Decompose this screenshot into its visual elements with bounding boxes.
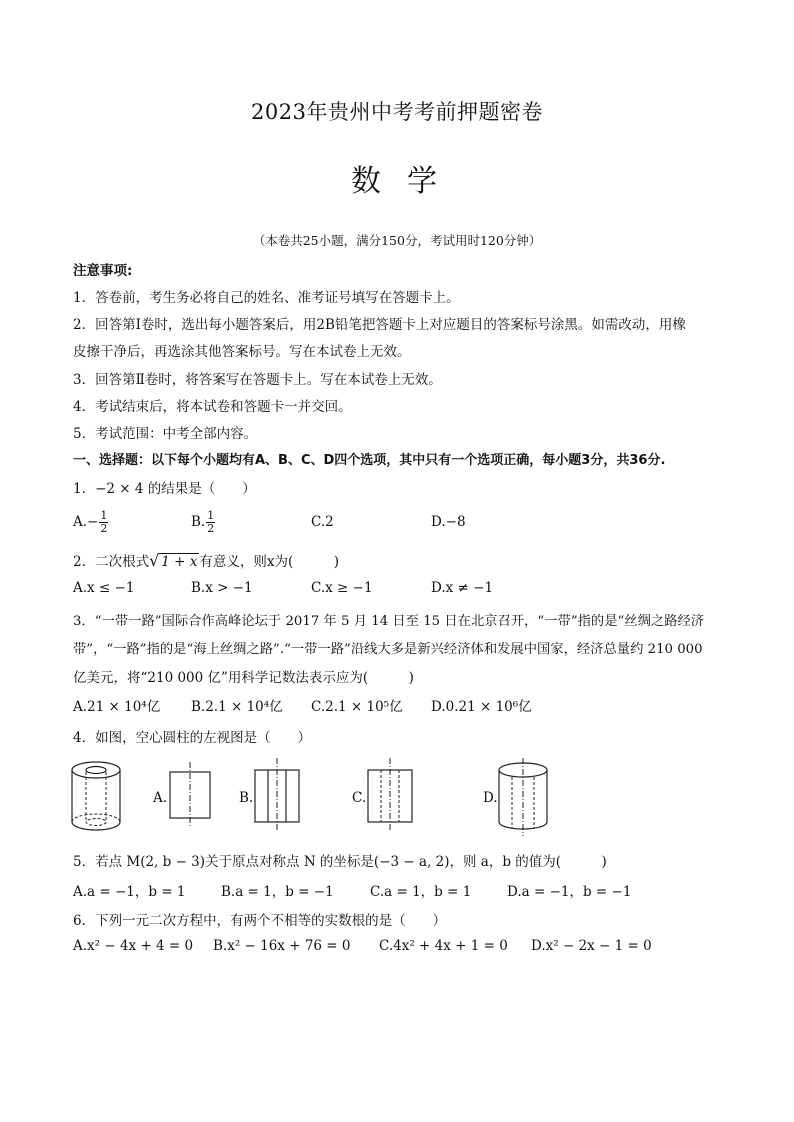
option-d-label: D. — [483, 790, 498, 806]
note-item: 皮擦干净后，再选涂其他答案标号。写在本试卷上无效。 — [73, 344, 411, 360]
notes-heading: 注意事项: — [73, 263, 133, 279]
option-a-label: A. — [153, 790, 168, 806]
option-b: B.a = 1，b = −1 — [221, 884, 334, 900]
option-c: C.2.1 × 10⁵亿 — [311, 699, 403, 715]
note-item: 1．答卷前，考生务必将自己的姓名、准考证号填写在答题卡上。 — [73, 290, 460, 306]
option-b-label: B. — [239, 790, 254, 806]
option-c-figure — [365, 758, 415, 830]
option-d: D.a = −1，b = −1 — [507, 884, 632, 900]
subject-title: 数学 — [351, 164, 463, 199]
option-a: A.x² − 4x + 4 = 0 — [73, 938, 194, 954]
exam-info: （本卷共25小题，满分150分，考试用时120分钟） — [252, 233, 542, 248]
option-c: C.x ≥ −1 — [311, 580, 373, 596]
option-a: A.21 × 10⁴亿 — [73, 699, 161, 715]
note-item: 4．考试结束后，将本试卷和答题卡一并交回。 — [73, 399, 352, 415]
section-heading: 一、选择题：以下每个小题均有A、B、C、D四个选项，其中只有一个选项正确，每小题3分，共36分. — [73, 453, 666, 468]
question-5-stem: 5．若点 M(2, b − 3)关于原点对称点 N 的坐标是(−3 − a, 2)，则 a，b 的值为( ) — [73, 854, 607, 870]
option-a: A.x ≤ −1 — [73, 580, 135, 596]
question-6-stem: 6．下列一元二次方程中，有两个不相等的实数根的是（ ） — [73, 913, 447, 929]
option-c: C.a = 1，b = 1 — [370, 884, 472, 900]
option-a-figure — [165, 762, 215, 828]
option-d: D.x ≠ −1 — [431, 580, 494, 596]
option-b-figure — [252, 758, 302, 830]
question-3-line: 亿美元，将“210 000 亿”用科学记数法表示应为( ) — [73, 670, 414, 686]
option-d: D.−8 — [431, 514, 466, 530]
option-c-label: C. — [352, 790, 367, 806]
option-d: D.x² − 2x − 1 = 0 — [531, 938, 652, 954]
option-d: D.0.21 × 10⁶亿 — [431, 699, 532, 715]
note-item: 5．考试范围：中考全部内容。 — [73, 426, 258, 442]
option-c: C.2 — [311, 514, 334, 530]
option-c: C.4x² + 4x + 1 = 0 — [379, 938, 508, 954]
note-item: 2．回答第Ⅰ卷时，选出每小题答案后，用2B铅笔把答题卡上对应题目的答案标号涂黑。如需改动，用橡 — [73, 317, 686, 333]
option-b: B. $\frac{1}{2}$ — [191, 509, 215, 535]
question-3-line: 带”，“一路”指的是“海上丝绸之路”.“一带一路”沿线大多是新兴经济体和发展中国家，经济总量约 210 000 — [73, 642, 703, 657]
hollow-cylinder-figure — [68, 758, 130, 836]
option-b: B.x > −1 — [191, 580, 253, 596]
question-3-line: 3．“一带一路”国际合作高峰论坛于 2017 年 5 月 14 日至 15 日在北京召开，“一带”指的是“丝绸之路经济 — [73, 614, 705, 629]
option-a: A.a = −1，b = 1 — [73, 884, 186, 900]
option-b: B.2.1 × 10⁴亿 — [191, 699, 283, 715]
note-item: 3．回答第Ⅱ卷时，将答案写在答题卡上。写在本试卷上无效。 — [73, 372, 442, 388]
question-2-stem: 2．二次根式√ 1 + x 有意义，则x为( ) — [73, 551, 340, 570]
option-d-figure — [494, 756, 552, 836]
page-title: 2023年贵州中考考前押题密卷 — [251, 100, 543, 124]
option-a: A.− $\frac{1}{2}$ — [73, 509, 108, 535]
option-b: B.x² − 16x + 76 = 0 — [213, 938, 351, 954]
question-1-stem: 1．−2 × 4 的结果是（ ） — [73, 481, 256, 497]
question-4-stem: 4．如图，空心圆柱的左视图是（ ） — [73, 730, 312, 746]
